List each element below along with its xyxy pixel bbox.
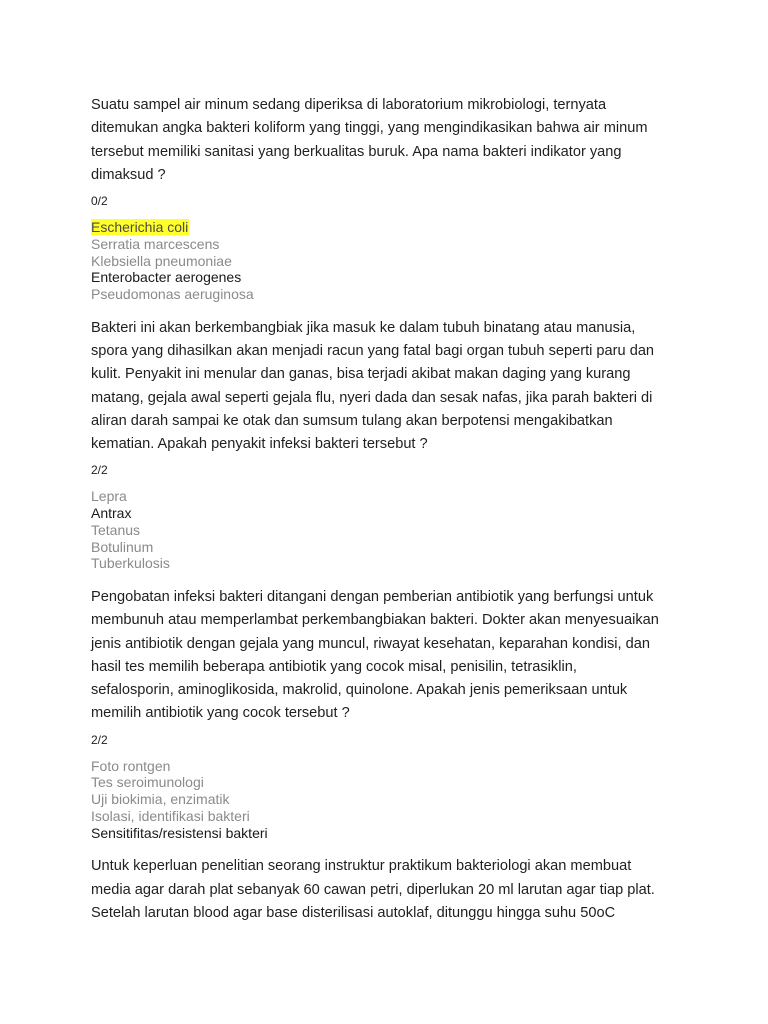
question-line: tersebut memiliki sanitasi yang berkualitas buruk. Apa nama bakteri indikator yang <box>91 143 622 160</box>
question-line: Bakteri ini akan berkembangbiak jika masuk ke dalam tubuh binatang atau manusia, <box>91 319 636 336</box>
question-line: hasil tes memilih beberapa antibiotik yang cocok misal, penisilin, tetrasiklin, <box>91 658 577 675</box>
question-block <box>91 586 691 841</box>
answer-option: Uji biokimia, enzimatik <box>91 791 230 808</box>
question-line: sefalosporin, aminoglikosida, makrolid, quinolone. Apakah jenis pemeriksaan untuk <box>91 682 628 699</box>
score-label: 2/2 <box>91 463 108 478</box>
question-block <box>91 94 691 303</box>
document-body <box>91 94 691 925</box>
question-line: matang, gejala awal seperti gejala flu, nyeri dada dan sesak nafas, jika parah bakteri di <box>91 389 653 406</box>
question-line: ditemukan angka bakteri koliform yang tinggi, yang mengindikasikan bahwa air minum <box>91 120 648 137</box>
question-line: memilih antibiotik yang cocok tersebut ? <box>91 705 350 722</box>
question-line: dimaksud ? <box>91 166 166 183</box>
question-line: Pengobatan infeksi bakteri ditangani dengan pemberian antibiotik yang berfungsi untuk <box>91 589 654 605</box>
question-line: jenis antibiotik dengan gejala yang muncul, riwayat kesehatan, keparahan kondisi, dan <box>91 635 650 652</box>
answer-option: Klebsiella pneumoniae <box>91 252 232 269</box>
highlighted-answer: Escherichia coli <box>91 219 189 236</box>
question-line: kematian. Apakah penyakit infeksi bakteri tersebut ? <box>91 436 428 453</box>
question-block <box>91 317 691 572</box>
question-line: Untuk keperluan penelitian seorang instruktur praktikum bakteriologi akan membuat <box>91 858 632 875</box>
answer-options <box>91 758 691 842</box>
answer-option: Tes seroimunologi <box>91 774 204 791</box>
answer-option: Foto rontgen <box>91 757 171 774</box>
answer-option: Lepra <box>91 488 127 505</box>
score-label: 0/2 <box>91 194 108 209</box>
question-line: kulit. Penyakit ini menular dan ganas, bisa terjadi akibat makan daging yang kurang <box>91 366 631 383</box>
score-label: 2/2 <box>91 732 108 747</box>
answer-option: Tetanus <box>91 521 141 538</box>
question-line: spora yang dihasilkan akan menjadi racun yang fatal bagi organ tubuh seperti paru dan <box>91 343 655 359</box>
question-block <box>91 855 691 925</box>
answer-option: Sensitifitas/resistensi bakteri <box>91 824 268 841</box>
question-line: media agar darah plat sebanyak 60 cawan petri, diperlukan 20 ml larutan agar tiap plat. <box>91 881 655 898</box>
answer-option: Serratia marcescens <box>91 235 220 252</box>
question-text <box>91 855 691 925</box>
answer-option: Antrax <box>91 505 132 522</box>
answer-option: Enterobacter aerogenes <box>91 269 242 286</box>
answer-options <box>91 488 691 572</box>
question-text <box>91 586 691 726</box>
question-text <box>91 317 691 457</box>
question-line: Setelah larutan blood agar base disterilisasi autoklaf, ditunggu hingga suhu 50oC <box>91 904 616 921</box>
answer-option <box>91 219 691 236</box>
answer-option: Isolasi, identifikasi bakteri <box>91 807 250 824</box>
answer-option: Pseudomonas aeruginosa <box>91 286 254 302</box>
question-line: aliran darah sampai ke otak dan sumsum tulang akan berpotensi mengakibatkan <box>91 412 613 429</box>
question-line: membunuh atau memperlambat perkembangbiakan bakteri. Dokter akan menyesuaikan <box>91 612 659 629</box>
question-line: Suatu sampel air minum sedang diperiksa di laboratorium mikrobiologi, ternyata <box>91 97 607 113</box>
question-text <box>91 94 691 187</box>
answer-option: Botulinum <box>91 538 154 555</box>
answer-option: Tuberkulosis <box>91 555 170 572</box>
answer-options <box>91 219 691 303</box>
